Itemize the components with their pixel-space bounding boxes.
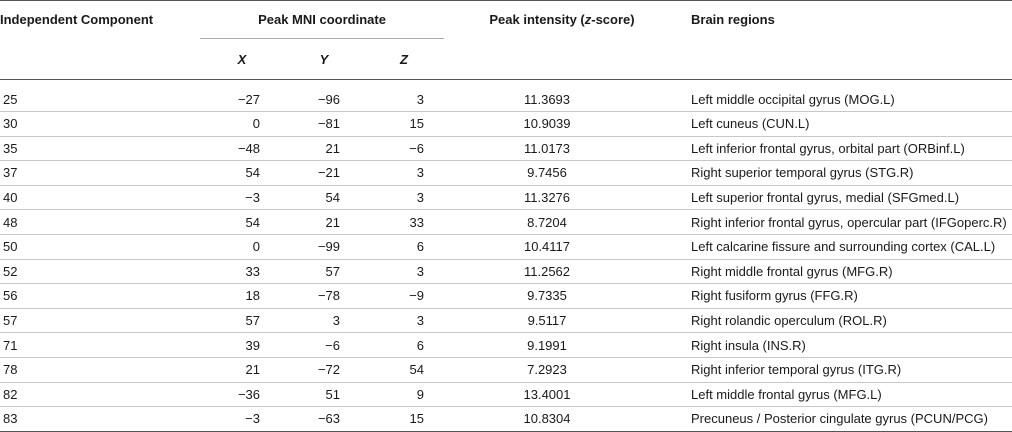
- cell-y: 21: [325, 140, 340, 156]
- cell-x: 0: [252, 239, 260, 255]
- table-row: [0, 136, 1012, 161]
- cell-intensity: 10.9039: [523, 116, 571, 132]
- table-row: [0, 185, 1012, 210]
- cell-y: −96: [317, 91, 340, 107]
- cell-region: Left cuneus (CUN.L): [691, 116, 810, 132]
- cell-component: 30: [3, 116, 18, 132]
- table-body: [0, 80, 1012, 432]
- table-row: [0, 357, 1012, 382]
- header-z: Z: [400, 51, 408, 67]
- cell-z: 15: [409, 411, 424, 427]
- header-x: X: [237, 51, 247, 67]
- header-intensity-suffix: -score): [591, 12, 635, 28]
- cell-y: 3: [332, 313, 340, 329]
- header-component: Independent Component: [0, 12, 154, 28]
- cell-component: 78: [3, 362, 18, 378]
- table-row: [0, 210, 1012, 235]
- cell-intensity: 11.3693: [523, 91, 571, 107]
- cell-component: 56: [3, 288, 18, 304]
- cell-component: 82: [3, 386, 18, 402]
- table-header: [0, 1, 1012, 80]
- header-peak-intensity: [444, 1, 680, 39]
- table-row: [0, 407, 1012, 432]
- table-row: [0, 112, 1012, 137]
- cell-region: Left middle frontal gyrus (MFG.L): [691, 386, 882, 402]
- cell-region: Left inferior frontal gyrus, orbital part (ORBinf.L): [691, 140, 965, 156]
- cell-intensity: 9.7335: [527, 288, 567, 304]
- cell-z: 6: [416, 239, 424, 255]
- table-row: [0, 161, 1012, 186]
- cell-component: 57: [3, 313, 18, 329]
- cell-intensity: 11.3276: [523, 190, 571, 206]
- cell-y: 54: [325, 190, 340, 206]
- table-row: [0, 333, 1012, 358]
- table-row: [0, 80, 1012, 112]
- cell-x: 21: [245, 362, 260, 378]
- cell-region: Right rolandic operculum (ROL.R): [691, 313, 887, 329]
- cell-z: 3: [416, 263, 424, 279]
- cell-region: Left superior frontal gyrus, medial (SFGmed.L): [691, 190, 960, 206]
- cell-x: −27: [237, 91, 260, 107]
- cell-z: 54: [409, 362, 424, 378]
- header-row-top: [0, 1, 1012, 39]
- cell-x: 54: [245, 214, 260, 230]
- cell-intensity: 11.2562: [523, 263, 571, 279]
- cell-intensity: 13.4001: [523, 386, 571, 402]
- cell-z: 6: [416, 337, 424, 353]
- cell-region: Right insula (INS.R): [691, 337, 806, 353]
- cell-y: −81: [317, 116, 340, 132]
- cell-z: 9: [416, 386, 424, 402]
- header-row-sub: [0, 39, 1012, 80]
- header-intensity-z: z: [584, 12, 592, 28]
- cell-intensity: 10.4117: [523, 239, 571, 255]
- cell-component: 48: [3, 214, 18, 230]
- cell-region: Left middle occipital gyrus (MOG.L): [691, 91, 895, 107]
- cell-x: −3: [245, 411, 260, 427]
- cell-x: 39: [245, 337, 260, 353]
- cell-component: 25: [3, 91, 18, 107]
- cell-x: −36: [237, 386, 260, 402]
- cell-z: 15: [409, 116, 424, 132]
- cell-z: 3: [416, 91, 424, 107]
- cell-region: Left calcarine fissure and surrounding cortex (CAL.L): [691, 239, 996, 255]
- cell-intensity: 9.5117: [527, 313, 567, 329]
- cell-region: Right middle frontal gyrus (MFG.R): [691, 263, 893, 279]
- cell-component: 71: [3, 337, 18, 353]
- cell-y: −72: [317, 362, 340, 378]
- cell-region: Right superior temporal gyrus (STG.R): [691, 165, 914, 181]
- cell-region: Precuneus / Posterior cingulate gyrus (PCUN/PCG): [691, 411, 988, 427]
- cell-x: 54: [245, 165, 260, 181]
- cell-z: 33: [409, 214, 424, 230]
- table-row: [0, 382, 1012, 407]
- cell-intensity: 11.0173: [523, 140, 571, 156]
- cell-region: Right inferior frontal gyrus, opercular part (IFGoperc.R): [691, 214, 1007, 230]
- cell-component: 35: [3, 140, 18, 156]
- header-y: Y: [319, 51, 329, 67]
- table-row: [0, 308, 1012, 333]
- cell-intensity: 9.7456: [527, 165, 567, 181]
- cell-y: 21: [325, 214, 340, 230]
- cell-x: 33: [245, 263, 260, 279]
- cell-z: 3: [416, 313, 424, 329]
- cell-component: 52: [3, 263, 18, 279]
- cell-y: 57: [325, 263, 340, 279]
- cell-y: −63: [317, 411, 340, 427]
- cell-x: −3: [245, 190, 260, 206]
- header-empty-2: [444, 39, 680, 80]
- header-intensity-prefix: Peak intensity (: [489, 12, 585, 28]
- cell-z: −9: [409, 288, 424, 304]
- cell-intensity: 10.8304: [523, 411, 571, 427]
- cell-y: −21: [317, 165, 340, 181]
- cell-component: 83: [3, 411, 18, 427]
- cell-component: 37: [3, 165, 18, 181]
- cell-intensity: 7.2923: [527, 362, 567, 378]
- cell-z: 3: [416, 190, 424, 206]
- cell-component: 50: [3, 239, 18, 255]
- cell-x: 18: [245, 288, 260, 304]
- cell-intensity: 8.7204: [527, 214, 567, 230]
- table-row: [0, 259, 1012, 284]
- cell-z: −6: [409, 140, 424, 156]
- table-row: [0, 234, 1012, 259]
- cell-component: 40: [3, 190, 18, 206]
- header-empty-3: [680, 39, 1012, 80]
- cell-intensity: 9.1991: [527, 337, 567, 353]
- cell-z: 3: [416, 165, 424, 181]
- cell-x: 0: [252, 116, 260, 132]
- header-peak-mni: Peak MNI coordinate: [200, 1, 444, 39]
- cell-y: −99: [317, 239, 340, 255]
- header-brain-regions: Brain regions: [691, 12, 775, 28]
- header-empty-1: [0, 39, 200, 80]
- cell-y: −78: [317, 288, 340, 304]
- cell-region: Right inferior temporal gyrus (ITG.R): [691, 362, 902, 378]
- cell-y: −6: [325, 337, 340, 353]
- cell-y: 51: [325, 386, 340, 402]
- cell-x: 57: [245, 313, 260, 329]
- cell-region: Right fusiform gyrus (FFG.R): [691, 288, 858, 304]
- cell-x: −48: [237, 140, 260, 156]
- table-row: [0, 284, 1012, 309]
